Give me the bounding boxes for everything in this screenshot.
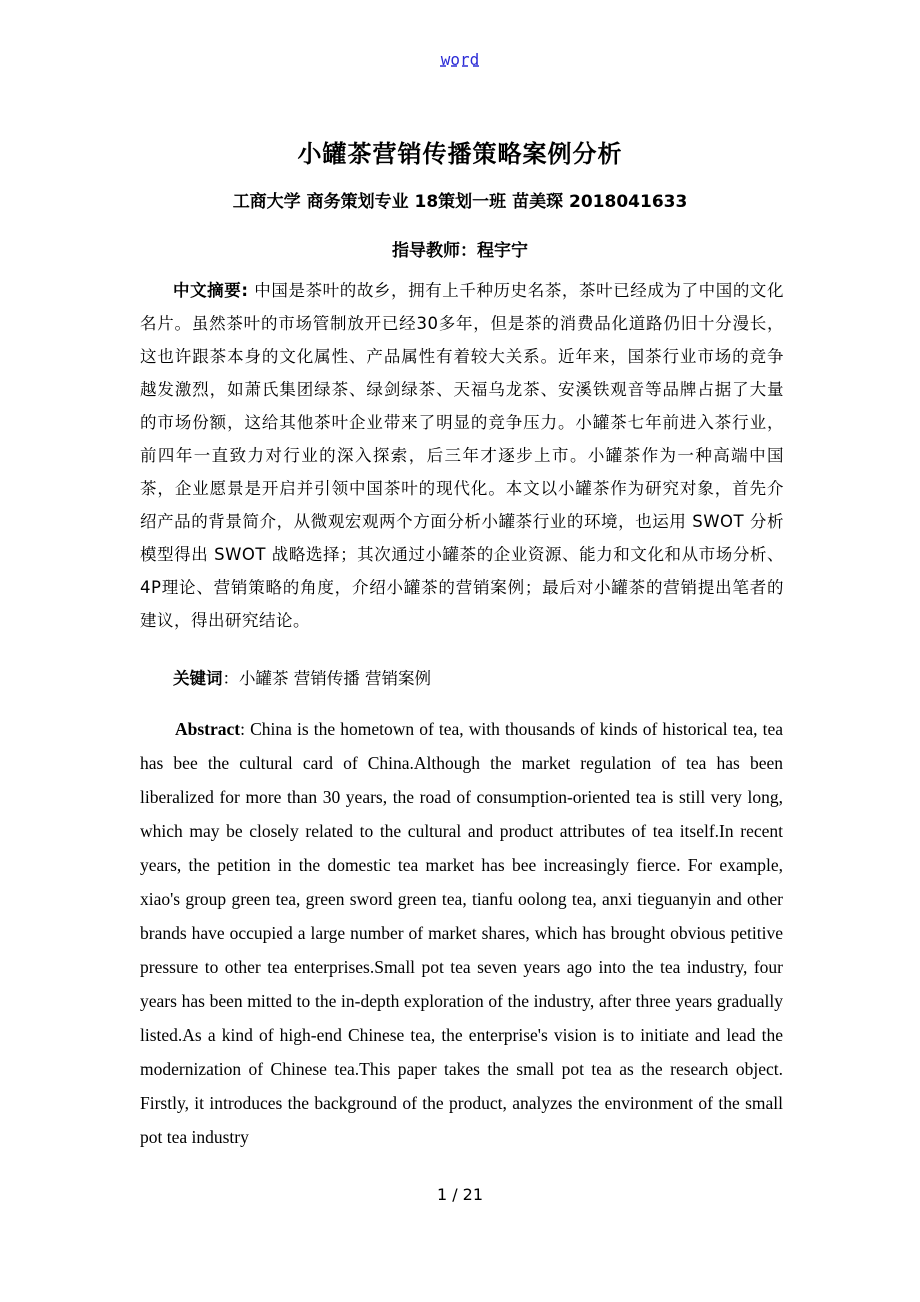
- keywords: [140, 662, 784, 695]
- english-abstract: [140, 712, 783, 1154]
- page-number: 1 / 21: [436, 1185, 484, 1204]
- chinese-abstract-text: 中国是茶叶的故乡，拥有上千种历史名茶，茶叶已经成为了中国的文化名片。虽然茶叶的市场管制放开已经30多年，但是茶的消费品化道路仍旧十分漫长，这也许跟茶本身的文化属性、产品属性有着较大关系。近年来，国茶行业市场的竞争越发激烈，如萧氏集团绿茶、绿剑绿茶、天福乌龙茶、安溪铁观音等品牌占据了大量的市场份额，这给其他茶叶企业带来了明显的竞争压力。小罐茶七年前进入茶行业，前四年一直致力对行业的深入探索，后三年才逐步上市。小罐茶作为一种高端中国茶，企业愿景是开启并引领中国茶叶的现代化。本文以小罐茶作为研究对象，首先介绍产品的背景简介，从微观宏观两个方面分析小罐茶行业的环境，也运用 SWOT 分析模型得出 SWOT 战略选择；其次通过小罐茶的企业资源、能力和文化和从市场分析、4P理论、营销策略的角度，介绍小罐茶的营销案例；最后对小罐茶的营销提出笔者的建议，得出研究结论。: [140, 281, 784, 630]
- author-line: 工商大学 商务策划专业 18策划一班 苗美琛 2018041633: [232, 192, 688, 212]
- chinese-abstract: [140, 274, 784, 637]
- chinese-abstract-label: 中文摘要:: [173, 281, 249, 300]
- document-title: 小罐茶营销传播策略案例分析: [297, 140, 623, 168]
- english-abstract-label: Abstract: [175, 719, 241, 739]
- header-word-link[interactable]: word: [440, 50, 480, 69]
- english-abstract-text: : China is the hometown of tea, with thousands of kinds of historical tea, tea has bee the cultural card of China.Although the market regulation of tea has been liberalized for more than 30 years, the road of consumption-oriented tea is still very long, which may be closely related to the cultural and product attributes of tea itself.In recent years, the petition in the domestic tea market has bee increasingly fierce. For example, xiao's group green tea, green sword green tea, tianfu oolong tea, anxi tieguanyin and other brands have occupied a large number of market shares, which has brought obvious petitive pressure to other tea enterprises.Small pot tea seven years ago into the tea industry, four years has been mitted to the in-depth exploration of the industry, after three years gradually listed.As a kind of high-end Chinese tea, the enterprise's vision is to initiate and lead the modernization of Chinese tea.This paper takes the small pot tea as the research object. Firstly, it introduces the background of the product, analyzes the environment of the small pot tea industry: [140, 719, 783, 1147]
- keywords-text: ：小罐茶 营销传播 营销案例: [222, 669, 431, 688]
- keywords-label: 关键词: [173, 669, 223, 688]
- advisor-line: 指导教师：程宇宁: [392, 241, 528, 261]
